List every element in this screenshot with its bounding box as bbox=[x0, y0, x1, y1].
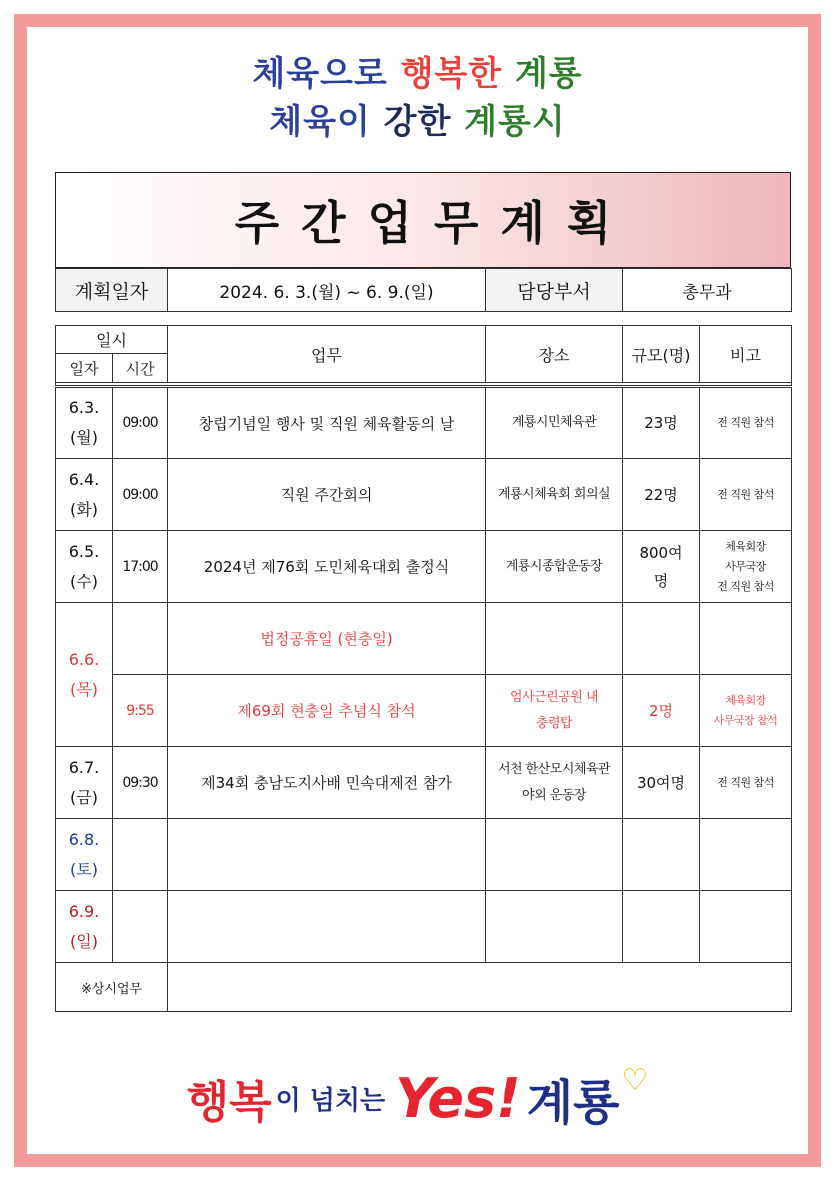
row-place: 계룡시민체육관 bbox=[486, 387, 623, 459]
table-row bbox=[56, 603, 792, 675]
row-date: 6.9. (일) bbox=[56, 891, 113, 963]
row-scale: 2명 bbox=[623, 675, 700, 747]
header-datetime: 일시 bbox=[56, 326, 168, 354]
slogan-2-part-1: 체육이 bbox=[269, 102, 384, 142]
row-place: 엄사근린공원 내 충령탑 bbox=[486, 675, 623, 747]
slogan-2-part-3: 계룡시 bbox=[464, 102, 566, 142]
row-note: 체육회장 사무국장 참석 bbox=[700, 675, 792, 747]
row-task: 2024년 제76회 도민체육대회 출정식 bbox=[168, 531, 486, 603]
row-place: 계룡시종합운동장 bbox=[486, 531, 623, 603]
row-scale bbox=[623, 891, 700, 963]
row-time: 09:30 bbox=[113, 747, 168, 819]
row-note: 체육회장 사무국장 전 직원 참석 bbox=[700, 531, 792, 603]
slogan-line-1 bbox=[0, 46, 835, 95]
row-note bbox=[700, 603, 792, 675]
row-task bbox=[168, 891, 486, 963]
row-time: 09:00 bbox=[113, 387, 168, 459]
logo-part-2: 이 넘치는 bbox=[275, 1085, 386, 1116]
row-task: 제34회 충남도지사배 민속대제전 참가 bbox=[168, 747, 486, 819]
table-row bbox=[56, 747, 792, 819]
row-scale: 22명 bbox=[623, 459, 700, 531]
header-task: 업무 bbox=[168, 326, 486, 383]
slogan-1-part-2: 행복한 bbox=[400, 54, 515, 94]
row-note: 전 직원 참석 bbox=[700, 387, 792, 459]
row-task: 창립기념일 행사 및 직원 체육활동의 날 bbox=[168, 387, 486, 459]
row-place bbox=[486, 891, 623, 963]
regular-duties-value bbox=[168, 963, 792, 1012]
row-time: 17:00 bbox=[113, 531, 168, 603]
row-date: 6.6. (목) bbox=[56, 603, 113, 747]
row-place: 계룡시체육회 회의실 bbox=[486, 459, 623, 531]
slogan-1-part-3: 계룡 bbox=[514, 54, 583, 94]
header-time: 시간 bbox=[113, 354, 168, 383]
header-date: 일자 bbox=[56, 354, 113, 383]
row-task: 제69회 현충일 추념식 참석 bbox=[168, 675, 486, 747]
row-date: 6.3. (월) bbox=[56, 387, 113, 459]
row-place bbox=[486, 603, 623, 675]
table-row bbox=[56, 675, 792, 747]
table-row bbox=[56, 819, 792, 891]
row-time: 9:55 bbox=[113, 675, 168, 747]
table-row bbox=[56, 891, 792, 963]
slogan-line-2 bbox=[0, 94, 835, 143]
row-note bbox=[700, 891, 792, 963]
bottom-logo bbox=[0, 1058, 835, 1138]
dept-label: 담당부서 bbox=[486, 269, 623, 312]
logo-part-4: 계룡 bbox=[526, 1074, 620, 1131]
table-row bbox=[56, 459, 792, 531]
title-banner bbox=[55, 172, 791, 268]
page-title: 주간업무계획 bbox=[234, 196, 634, 250]
row-date: 6.8. (토) bbox=[56, 819, 113, 891]
regular-duties-label: ※상시업무 bbox=[56, 963, 168, 1012]
table-row bbox=[56, 531, 792, 603]
heart-icon: ♡ bbox=[621, 1062, 649, 1098]
dept-value: 총무과 bbox=[623, 269, 792, 312]
schedule-table bbox=[55, 325, 792, 1012]
slogan-2-part-2: 강한 bbox=[383, 102, 465, 142]
row-time bbox=[113, 819, 168, 891]
row-task bbox=[168, 819, 486, 891]
row-scale bbox=[623, 603, 700, 675]
header-note: 비고 bbox=[700, 326, 792, 383]
row-task: 법정공휴일 (현충일) bbox=[168, 603, 486, 675]
row-place bbox=[486, 819, 623, 891]
slogan-1-part-1: 체육으로 bbox=[252, 54, 401, 94]
row-date: 6.5. (수) bbox=[56, 531, 113, 603]
row-note: 전 직원 참석 bbox=[700, 459, 792, 531]
row-date: 6.4. (화) bbox=[56, 459, 113, 531]
header-scale: 규모(명) bbox=[623, 326, 700, 383]
row-task: 직원 주간회의 bbox=[168, 459, 486, 531]
row-scale: 30여명 bbox=[623, 747, 700, 819]
row-time bbox=[113, 891, 168, 963]
row-note: 전 직원 참석 bbox=[700, 747, 792, 819]
row-time bbox=[113, 603, 168, 675]
row-time: 09:00 bbox=[113, 459, 168, 531]
row-scale: 23명 bbox=[623, 387, 700, 459]
period-label: 계획일자 bbox=[56, 269, 168, 312]
logo-part-3: Yes! bbox=[395, 1066, 521, 1130]
period-value: 2024. 6. 3.(월) ~ 6. 9.(일) bbox=[168, 269, 486, 312]
row-scale: 800여 명 bbox=[623, 531, 700, 603]
row-date: 6.7. (금) bbox=[56, 747, 113, 819]
header-place: 장소 bbox=[486, 326, 623, 383]
table-row bbox=[56, 387, 792, 459]
row-scale bbox=[623, 819, 700, 891]
info-table bbox=[55, 268, 792, 312]
row-place: 서천 한산모시체육관 야외 운동장 bbox=[486, 747, 623, 819]
logo-part-1: 행복 bbox=[186, 1077, 272, 1128]
row-note bbox=[700, 819, 792, 891]
